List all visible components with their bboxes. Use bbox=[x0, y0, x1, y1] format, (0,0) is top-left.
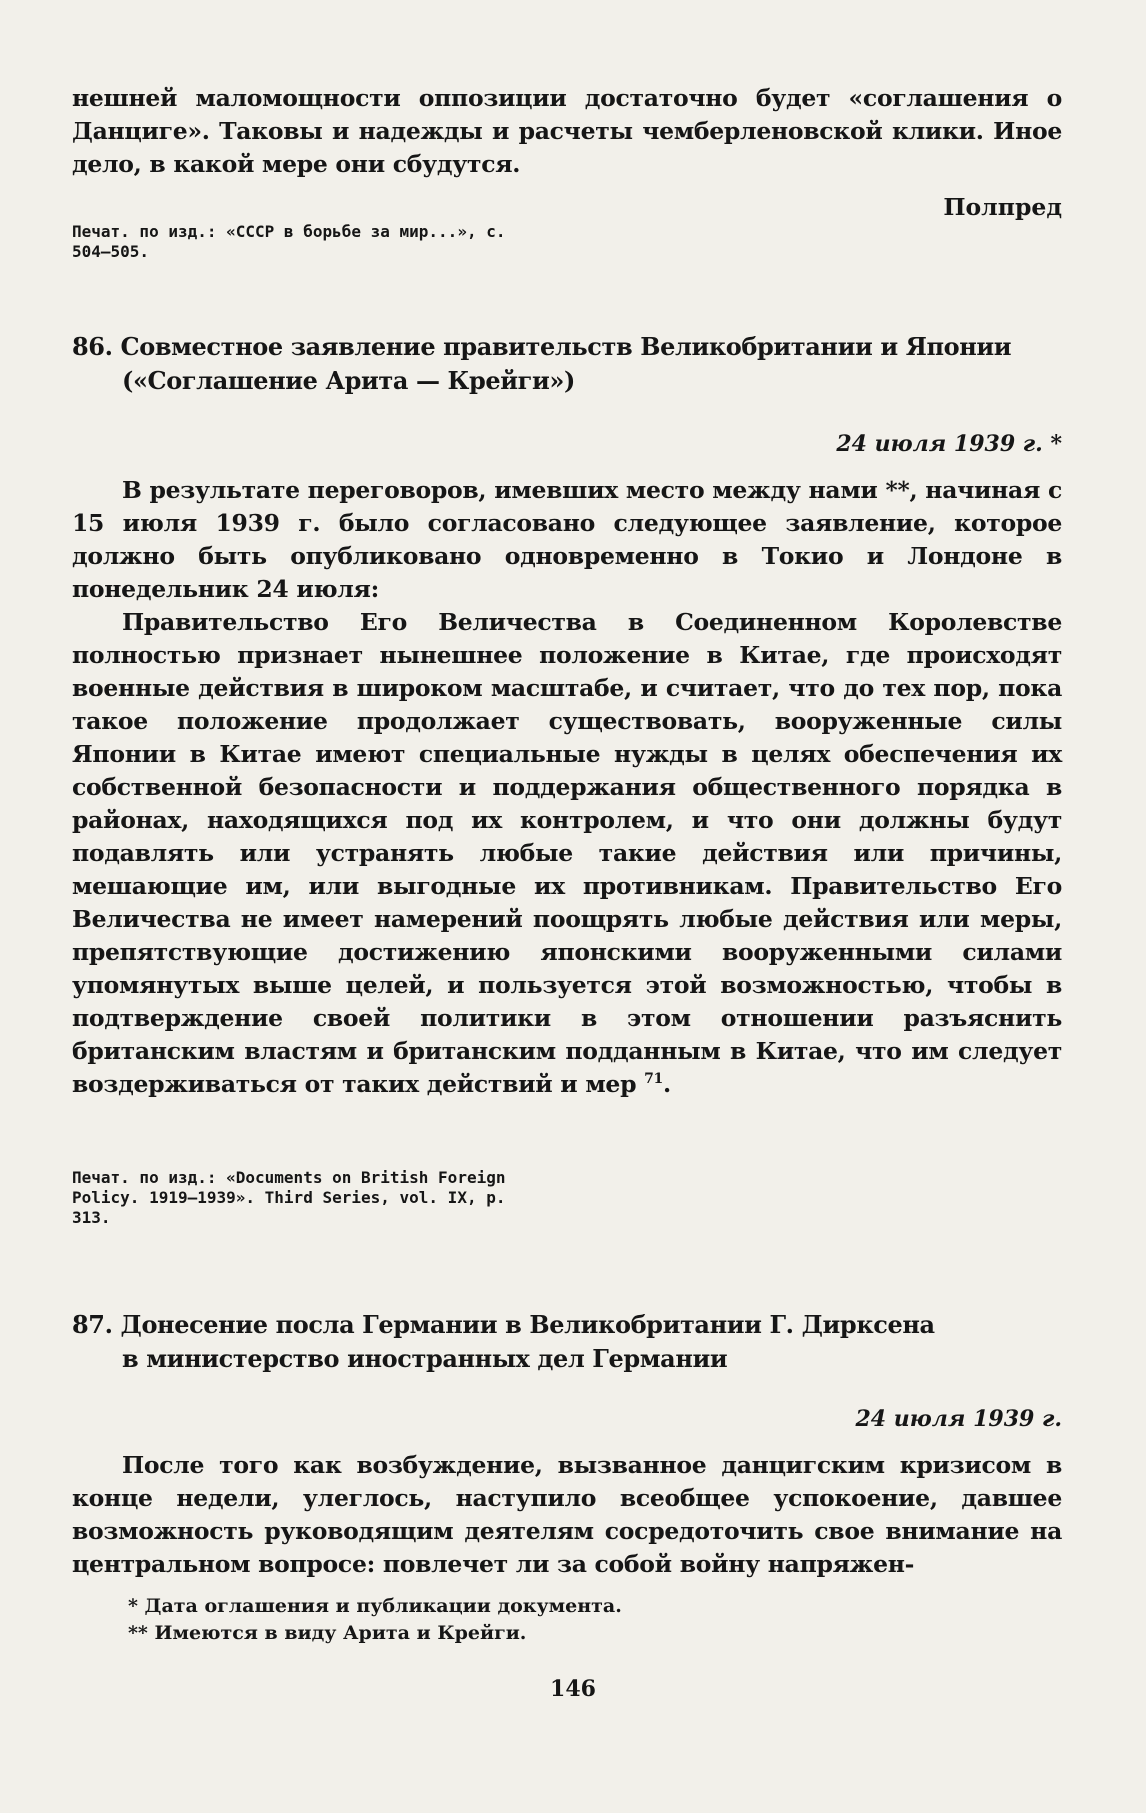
source-note-top: Печат. по изд.: «СССР в борьбе за мир...», с. 504—505. bbox=[72, 222, 506, 261]
doc87-heading-line1: 87. Донесение посла Германии в Великобритании Г. Дирксена bbox=[72, 1310, 935, 1339]
doc86-body bbox=[72, 474, 1062, 1101]
doc86-paragraph-2-end: . bbox=[663, 1070, 671, 1098]
footnote-ref-71: 71 bbox=[644, 1071, 663, 1088]
signature: Полпред bbox=[943, 193, 1062, 221]
doc87-paragraph-1: После того как возбуждение, вызванное данцигским кризисом в конце недели, улеглось, наступило всеобщее успокоение, давшее возможность руководящим деятелям сосредоточить свое внимание на центральном вопросе: повлечет ли за собой войну напряжен- bbox=[72, 1451, 1062, 1578]
footnote-2: ** Имеются в виду Арита и Крейги. bbox=[128, 1622, 527, 1644]
doc86-date: 24 июля 1939 г. * bbox=[836, 431, 1062, 457]
doc86-paragraph-2 bbox=[72, 606, 1062, 1101]
doc87-body bbox=[72, 1449, 1062, 1581]
doc87-heading bbox=[72, 1308, 1072, 1376]
doc87-heading-line2: в министерство иностранных дел Германии bbox=[122, 1344, 728, 1373]
source-note-doc86: Печат. по изд.: «Documents on British Foreign Policy. 1919—1939». Third Series, vol. IX, p. 313. bbox=[72, 1168, 506, 1227]
top-paragraph: нешней маломощности оппозиции достаточно будет «соглашения о Данциге». Таковы и надежды и расчеты чемберленовской клики. Иное дело, в какой мере они сбудутся. bbox=[72, 84, 1062, 178]
doc86-heading-line1: 86. Совместное заявление правительств Великобритании и Японии bbox=[72, 332, 1012, 361]
doc86-paragraph-2-text: Правительство Его Величества в Соединенном Королевстве полностью признает нынешнее положение в Китае, где происходят военные действия в широком масштабе, и считает, что до тех пор, пока такое положение продолжает существовать, вооруженные силы Японии в Китае имеют специальные нужды в целях обеспечения их собственной безопасности и поддержания общественного порядка в районах, находящихся под их контролем, и что они должны будут подавлять или устранять любые такие действия или причины, мешающие им, или выгодные их противникам. Правительство Его Величества не имеет намерений поощрять любые действия или меры, препятствующие достижению японскими вооруженными силами упомянутых выше целей, и пользуется этой возможностью, чтобы в подтверждение своей политики в этом отношении разъяснить британским властям и британским подданным в Китае, что им следует воздерживаться от таких действий и мер bbox=[72, 608, 1062, 1098]
doc86-heading bbox=[72, 330, 1072, 398]
doc86-heading-line2: («Соглашение Арита — Крейги») bbox=[122, 366, 575, 395]
doc87-date: 24 июля 1939 г. bbox=[855, 1406, 1062, 1432]
doc86-paragraph-1: В результате переговоров, имевших место между нами **, начиная с 15 июля 1939 г. было согласовано следующее заявление, которое должно быть опубликовано одновременно в Токио и Лондоне в понедельник 24 июля: bbox=[72, 476, 1062, 603]
page-number: 146 bbox=[550, 1676, 596, 1702]
footnote-1: * Дата оглашения и публикации документа. bbox=[128, 1595, 622, 1617]
